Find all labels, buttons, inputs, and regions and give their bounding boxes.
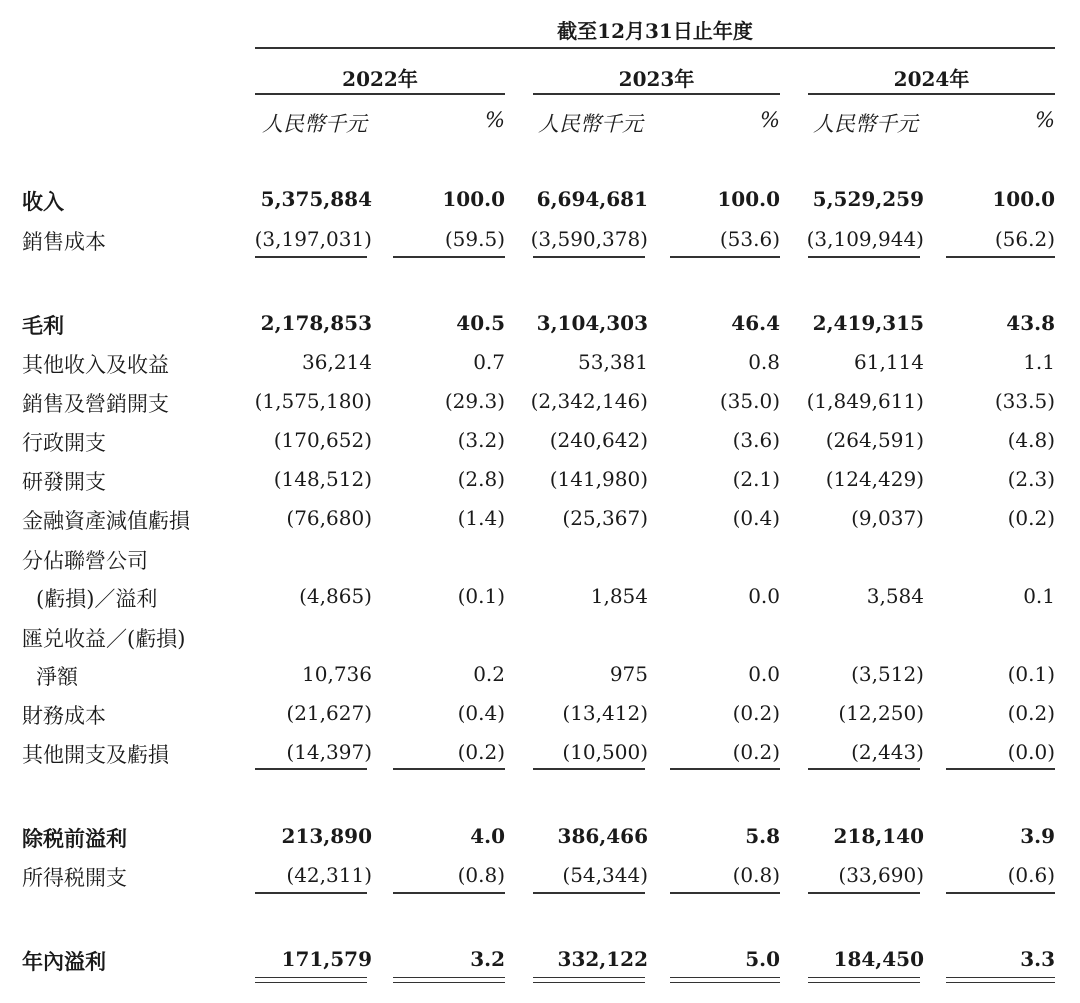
row-label: 其他開支及虧損: [22, 743, 169, 767]
year-header-2: 2023年: [618, 67, 695, 91]
percent-cell: (0.2): [732, 701, 780, 725]
amount-cell: (14,397): [286, 740, 372, 764]
amount-cell: (76,680): [286, 506, 372, 530]
amount-cell: (170,652): [273, 428, 372, 452]
year-underline-1: [255, 93, 505, 95]
amount-cell: 53,381: [578, 350, 648, 374]
amount-cell: 1,854: [590, 584, 648, 608]
percent-cell: (1.4): [457, 506, 505, 530]
percent-cell: 4.0: [470, 824, 505, 848]
amount-cell: 332,122: [557, 947, 648, 971]
row-label: 其他收入及收益: [22, 353, 169, 377]
amount-cell: 36,214: [302, 350, 372, 374]
subtotal-rule-b-2: [393, 768, 505, 770]
row-label: 收入: [22, 189, 64, 214]
unit-amount-3: 人民幣千元: [813, 112, 918, 136]
percent-cell: 0.8: [748, 350, 780, 374]
percent-cell: 5.8: [745, 824, 780, 848]
amount-cell: 10,736: [302, 662, 372, 686]
unit-amount-2: 人民幣千元: [538, 112, 643, 136]
percent-cell: 100.0: [717, 187, 780, 211]
amount-cell: (3,590,378): [530, 227, 648, 251]
period-header: 截至12月31日止年度: [557, 19, 753, 43]
amount-cell: (25,367): [562, 506, 648, 530]
percent-cell: (2.1): [732, 467, 780, 491]
row-label: 除税前溢利: [22, 826, 127, 851]
percent-cell: (56.2): [994, 227, 1055, 251]
percent-cell: (0.2): [1007, 701, 1055, 725]
unit-pct-1: %: [485, 108, 505, 132]
percent-cell: (0.2): [1007, 506, 1055, 530]
subtotal-rule-a-1: [255, 256, 367, 258]
percent-cell: 43.8: [1006, 311, 1055, 335]
amount-cell: 218,140: [833, 824, 924, 848]
amount-cell: (9,037): [851, 506, 924, 530]
percent-cell: (0.0): [1007, 740, 1055, 764]
amount-cell: (21,627): [286, 701, 372, 725]
period-underline: [255, 47, 1055, 49]
amount-cell: (42,311): [286, 863, 372, 887]
amount-cell: (141,980): [549, 467, 648, 491]
amount-cell: (2,342,146): [530, 389, 648, 413]
year-underline-3: [808, 93, 1055, 95]
percent-cell: 5.0: [745, 947, 780, 971]
percent-cell: (29.3): [444, 389, 505, 413]
subtotal-rule-b-4: [670, 768, 780, 770]
percent-cell: 3.2: [470, 947, 505, 971]
amount-cell: (54,344): [562, 863, 648, 887]
subtotal-rule-a-5: [808, 256, 920, 258]
subtotal-rule-c-6: [946, 892, 1055, 894]
row-label: 財務成本: [22, 704, 106, 728]
percent-cell: (0.2): [457, 740, 505, 764]
amount-cell: (1,849,611): [806, 389, 924, 413]
subtotal-rule-c-5: [808, 892, 920, 894]
percent-cell: (0.4): [457, 701, 505, 725]
total-double-rule-6: [946, 977, 1055, 983]
row-label: 淨額: [36, 665, 78, 689]
total-double-rule-3: [533, 977, 645, 983]
subtotal-rule-b-3: [533, 768, 645, 770]
percent-cell: 40.5: [456, 311, 505, 335]
percent-cell: (2.3): [1007, 467, 1055, 491]
subtotal-rule-b-6: [946, 768, 1055, 770]
total-double-rule-4: [670, 977, 780, 983]
percent-cell: (35.0): [719, 389, 780, 413]
percent-cell: (4.8): [1007, 428, 1055, 452]
unit-pct-2: %: [760, 108, 780, 132]
amount-cell: (264,591): [825, 428, 924, 452]
subtotal-rule-a-4: [670, 256, 780, 258]
year-header-3: 2024年: [893, 67, 970, 91]
amount-cell: (2,443): [851, 740, 924, 764]
amount-cell: 975: [609, 662, 648, 686]
amount-cell: 213,890: [281, 824, 372, 848]
amount-cell: 5,529,259: [812, 187, 924, 211]
percent-cell: (0.2): [732, 740, 780, 764]
percent-cell: (0.1): [1007, 662, 1055, 686]
row-label: 銷售成本: [22, 230, 106, 254]
amount-cell: 2,419,315: [812, 311, 924, 335]
amount-cell: 3,584: [866, 584, 924, 608]
unit-pct-3: %: [1035, 108, 1055, 132]
amount-cell: 6,694,681: [536, 187, 648, 211]
amount-cell: (124,429): [825, 467, 924, 491]
amount-cell: 184,450: [833, 947, 924, 971]
percent-cell: 0.0: [748, 584, 780, 608]
subtotal-rule-a-6: [946, 256, 1055, 258]
row-label: 毛利: [22, 313, 64, 338]
percent-cell: 100.0: [992, 187, 1055, 211]
subtotal-rule-b-5: [808, 768, 920, 770]
percent-cell: 0.7: [473, 350, 505, 374]
percent-cell: 1.1: [1023, 350, 1055, 374]
subtotal-rule-c-2: [393, 892, 505, 894]
amount-cell: (4,865): [299, 584, 372, 608]
percent-cell: 100.0: [442, 187, 505, 211]
row-label: 金融資產減值虧損: [22, 509, 190, 533]
percent-cell: 0.0: [748, 662, 780, 686]
amount-cell: (3,512): [851, 662, 924, 686]
percent-cell: (0.8): [457, 863, 505, 887]
amount-cell: (33,690): [838, 863, 924, 887]
subtotal-rule-a-3: [533, 256, 645, 258]
row-label: 銷售及營銷開支: [22, 392, 169, 416]
subtotal-rule-b-1: [255, 768, 367, 770]
amount-cell: 386,466: [557, 824, 648, 848]
amount-cell: (148,512): [273, 467, 372, 491]
row-label: 匯兑收益／(虧損): [22, 627, 186, 651]
amount-cell: (3,109,944): [806, 227, 924, 251]
row-label: 所得税開支: [22, 866, 127, 890]
row-label: 行政開支: [22, 431, 106, 455]
percent-cell: 3.3: [1020, 947, 1055, 971]
row-label: 分佔聯營公司: [22, 549, 148, 573]
percent-cell: (59.5): [444, 227, 505, 251]
row-label: 研發開支: [22, 470, 106, 494]
percent-cell: (0.8): [732, 863, 780, 887]
amount-cell: (240,642): [549, 428, 648, 452]
amount-cell: (13,412): [562, 701, 648, 725]
row-label: 年內溢利: [22, 949, 106, 974]
total-double-rule-2: [393, 977, 505, 983]
amount-cell: 2,178,853: [260, 311, 372, 335]
unit-amount-1: 人民幣千元: [262, 112, 367, 136]
year-underline-2: [533, 93, 780, 95]
percent-cell: (3.2): [457, 428, 505, 452]
amount-cell: 5,375,884: [260, 187, 372, 211]
percent-cell: 0.2: [473, 662, 505, 686]
percent-cell: 0.1: [1023, 584, 1055, 608]
row-label: (虧損)／溢利: [36, 587, 158, 611]
amount-cell: 61,114: [854, 350, 924, 374]
percent-cell: (0.1): [457, 584, 505, 608]
amount-cell: (12,250): [838, 701, 924, 725]
percent-cell: 3.9: [1020, 824, 1055, 848]
percent-cell: (0.6): [1007, 863, 1055, 887]
subtotal-rule-a-2: [393, 256, 505, 258]
amount-cell: 171,579: [281, 947, 372, 971]
amount-cell: (3,197,031): [254, 227, 372, 251]
subtotal-rule-c-3: [533, 892, 645, 894]
percent-cell: (53.6): [719, 227, 780, 251]
percent-cell: (2.8): [457, 467, 505, 491]
amount-cell: (1,575,180): [254, 389, 372, 413]
percent-cell: (3.6): [732, 428, 780, 452]
percent-cell: (0.4): [732, 506, 780, 530]
subtotal-rule-c-1: [255, 892, 367, 894]
subtotal-rule-c-4: [670, 892, 780, 894]
amount-cell: 3,104,303: [536, 311, 648, 335]
amount-cell: (10,500): [562, 740, 648, 764]
total-double-rule-1: [255, 977, 367, 983]
year-header-1: 2022年: [342, 67, 418, 91]
percent-cell: (33.5): [994, 389, 1055, 413]
total-double-rule-5: [808, 977, 920, 983]
percent-cell: 46.4: [731, 311, 780, 335]
